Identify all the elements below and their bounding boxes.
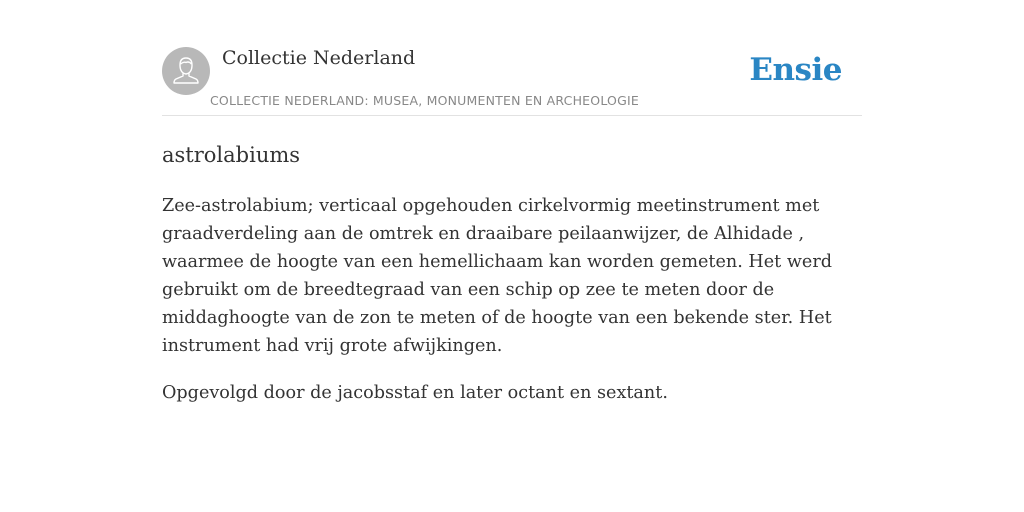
ensie-logo[interactable]: Ensie [749,52,842,88]
avatar[interactable] [162,47,210,95]
article-body [162,192,862,426]
author-name[interactable]: Collectie Nederland [222,47,416,69]
source-label[interactable]: COLLECTIE NEDERLAND: MUSEA, MONUMENTEN EN ARCHEOLOGIE [210,93,639,108]
paragraph: Opgevolgd door de jacobsstaf en later octant en sextant. [162,383,668,403]
paragraph: Zee-astrolabium; verticaal opgehouden cirkelvormig meetinstrument met graadverdeling aan de omtrek en draaibare peilaanwijzer, de Alhidade , waarmee de hoogte van een hemellichaam kan worden gemeten. Het werd gebruikt om de breedtegraad van een schip op zee te meten door de middaghoogte van de zon te meten of de hoogte van een bekende ster. Het instrument had vrij grote afwijkingen. [162,196,832,356]
user-silhouette-icon [162,47,210,95]
header [162,40,862,116]
article-title: astrolabiums [162,143,301,167]
